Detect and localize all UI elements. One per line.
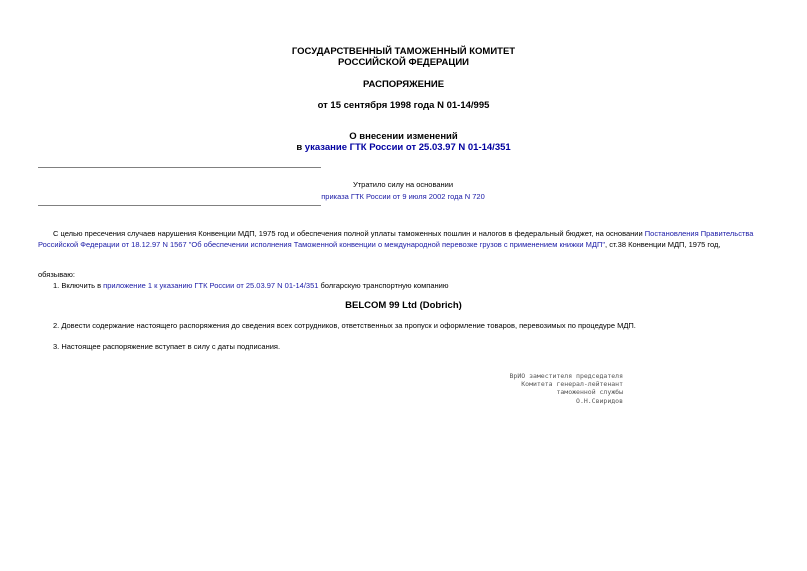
organization-line-2: РОССИЙСКОЙ ФЕДЕРАЦИИ <box>337 57 469 68</box>
obligate-line: обязываю: <box>38 270 75 279</box>
organization-title <box>0 46 807 68</box>
intro-text-before: С целью пресечения случаев нарушения Конвенции МДП, 1975 год и обеспечения полной уплаты таможенных пошлин и налогов в федеральный бюджет, на основании <box>53 229 645 238</box>
signature-line-2: Комитета генерал-лейтенант <box>521 380 623 389</box>
intro-text-after: , ст.38 Конвенции МДП, 1975 год, <box>605 240 721 249</box>
document-type: РАСПОРЯЖЕНИЕ <box>362 79 445 90</box>
government-decree-link[interactable]: Постановления Правительства Российской Федерации от 18.12.97 N 1567 "Об обеспечении исполнения Таможенной конвенции о международной перевозке грузов с применением книжки МДП" <box>38 229 754 249</box>
status-note-text: Утратило силу на основании <box>352 180 454 189</box>
company-name: BELCOM 99 Ltd (Dobrich) <box>345 300 462 311</box>
item-2: 2. Довести содержание настоящего распоряжения до сведения всех сотрудников, ответственных за пропуск и оформление товаров, перевозимых по процедуре МДП. <box>53 321 636 330</box>
item-1-prefix: 1. Включить в <box>53 281 104 290</box>
document-subject <box>0 131 807 153</box>
appendix-link[interactable]: приложение 1 к указанию ГТК России от 25.03.97 N 01-14/351 <box>103 281 319 290</box>
signature-block <box>510 372 624 405</box>
signature-line-1: ВрИО заместителя председателя <box>509 372 623 380</box>
status-note <box>321 179 485 203</box>
item-1-suffix: болгарскую транспортную компанию <box>318 281 449 290</box>
item-1 <box>53 280 449 291</box>
organization-line-1: ГОСУДАРСТВЕННЫЙ ТАМОЖЕННЫЙ КОМИТЕТ <box>291 46 516 57</box>
document-date-number: от 15 сентября 1998 года N 01-14/995 <box>317 100 490 111</box>
subject-prefix: в <box>296 142 305 153</box>
repeal-order-link[interactable]: приказа ГТК России от 9 июля 2002 года N 720 <box>321 192 485 201</box>
subject-line-2 <box>0 142 807 153</box>
intro-paragraph <box>38 228 772 250</box>
subject-line-1: О внесении изменений <box>349 131 458 142</box>
signature-line-4: О.Н.Свиридов <box>576 396 623 405</box>
signature-line-3: таможенной службы <box>556 388 623 397</box>
separator-top <box>38 167 321 168</box>
subject-reference-link[interactable]: указание ГТК России от 25.03.97 N 01-14/351 <box>304 142 511 153</box>
separator-bottom <box>38 205 321 206</box>
item-3: 3. Настоящее распоряжение вступает в силу с даты подписания. <box>53 342 281 351</box>
